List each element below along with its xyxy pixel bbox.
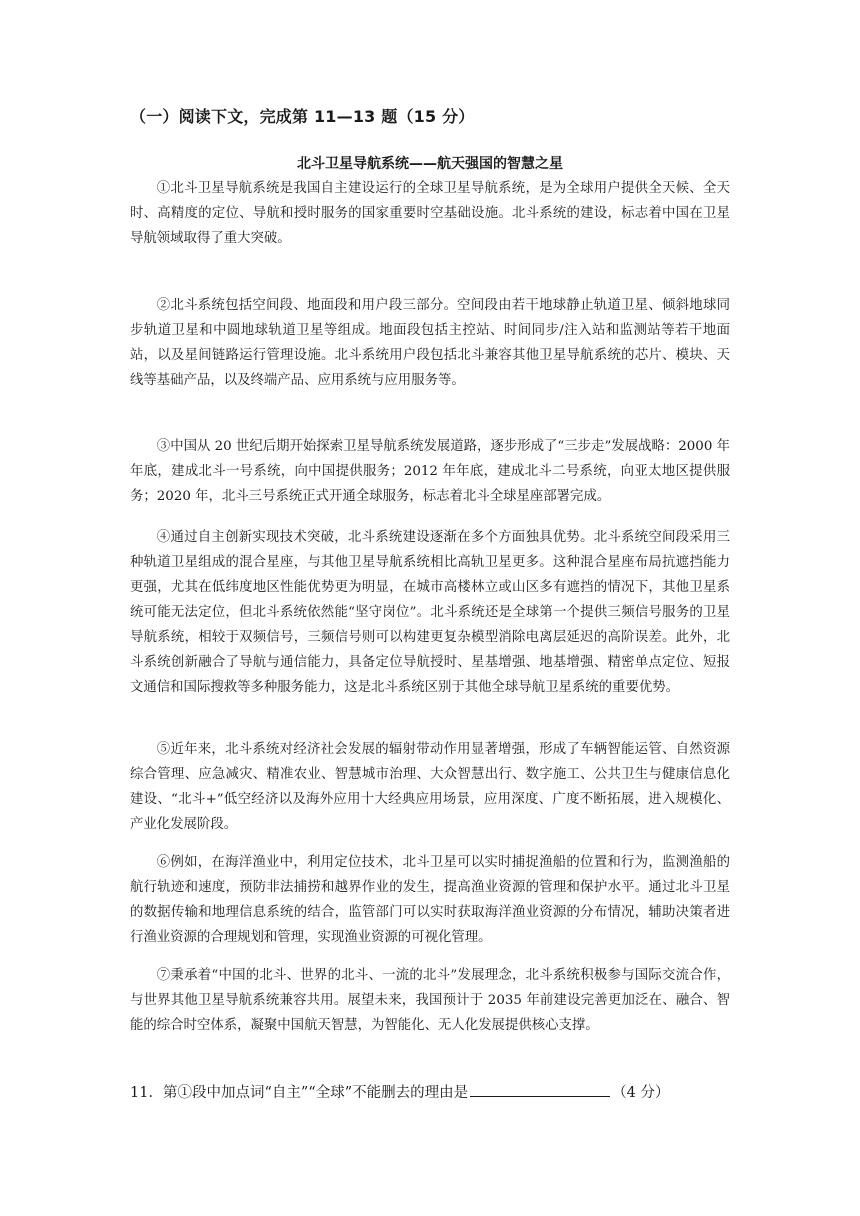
article-title: 北斗卫星导航系统——航天强国的智慧之星 — [297, 156, 563, 172]
paragraph-3: ③中国从 20 世纪后期开始探索卫星导航系统发展道路，逐步形成了“三步走”发展战略：2000 年年底，建成北斗一号系统，向中国提供服务；2012 年年底，建成北斗二号系统，向亚太地区提供服务；2020 年，北斗三号系统正式开通全球服务，标志着北斗全球星座部署完成。 — [130, 439, 730, 504]
section-heading: （一）阅读下文，完成第 11—13 题（15 分） — [130, 107, 475, 126]
question-text: 11．第①段中加点词“自主”“全球”不能删去的理由是 — [130, 1085, 469, 1101]
paragraph-6: ⑥例如，在海洋渔业中，利用定位技术，北斗卫星可以实时捕捉渔船的位置和行为，监测渔船的航行轨迹和速度，预防非法捕捞和越界作业的发生，提高渔业资源的管理和保护水平。通过北斗卫星的数据传输和地理信息系统的结合，监管部门可以实时获取海洋渔业资源的分布情况，辅助决策者进行渔业资源的合理规划和管理，实现渔业资源的可视化管理。 — [130, 855, 730, 945]
question-points: （4 分） — [612, 1085, 670, 1101]
paragraph-1: ①北斗卫星导航系统是我国自主建设运行的全球卫星导航系统，是为全球用户提供全天候、全天时、高精度的定位、导航和授时服务的国家重要时空基础设施。北斗系统的建设，标志着中国在卫星导航领域取得了重大突破。 — [130, 181, 730, 246]
paragraph-7: ⑦秉承着“中国的北斗、世界的北斗、一流的北斗”发展理念，北斗系统积极参与国际交流合作，与世界其他卫星导航系统兼容共用。展望未来，我国预计于 2035 年前建设完善更加泛在、融合、智能的综合时空体系，凝聚中国航天智慧，为智能化、无人化发展提供核心支撑。 — [130, 968, 730, 1033]
answer-blank[interactable] — [470, 1080, 610, 1097]
paragraph-4: ④通过自主创新实现技术突破，北斗系统建设逐渐在多个方面独具优势。北斗系统空间段采用三种轨道卫星组成的混合星座，与其他卫星导航系统相比高轨卫星更多。这种混合星座布局抗遮挡能力更强，尤其在低纬度地区性能优势更为明显，在城市高楼林立或山区多有遮挡的情况下，其他卫星系统可能无法定位，但北斗系统依然能“坚守岗位”。北斗系统还是全球第一个提供三频信号服务的卫星导航系统，相较于双频信号，三频信号则可以构建更复杂模型消除电离层延迟的高阶误差。此外，北斗系统创新融合了导航与通信能力，具备定位导航授时、星基增强、地基增强、精密单点定位、短报文通信和国际搜救等多种服务能力，这是北斗系统区别于其他全球导航卫星系统的重要优势。 — [130, 530, 730, 695]
paragraph-5: ⑤近年来，北斗系统对经济社会发展的辐射带动作用显著增强，形成了车辆智能运管、自然资源综合管理、应急减灾、精准农业、智慧城市治理、大众智慧出行、数字施工、公共卫生与健康信息化建设、“北斗+”低空经济以及海外应用十大经典应用场景，应用深度、广度不断拓展，进入规模化、产业化发展阶段。 — [130, 742, 730, 832]
question-11 — [130, 1080, 750, 1106]
paragraph-2: ②北斗系统包括空间段、地面段和用户段三部分。空间段由若干地球静止轨道卫星、倾斜地球同步轨道卫星和中圆地球轨道卫星等组成。地面段包括主控站、时间同步/注入站和监测站等若干地面站，以及星间链路运行管理设施。北斗系统用户段包括北斗兼容其他卫星导航系统的芯片、模块、天线等基础产品，以及终端产品、应用系统与应用服务等。 — [130, 298, 730, 388]
